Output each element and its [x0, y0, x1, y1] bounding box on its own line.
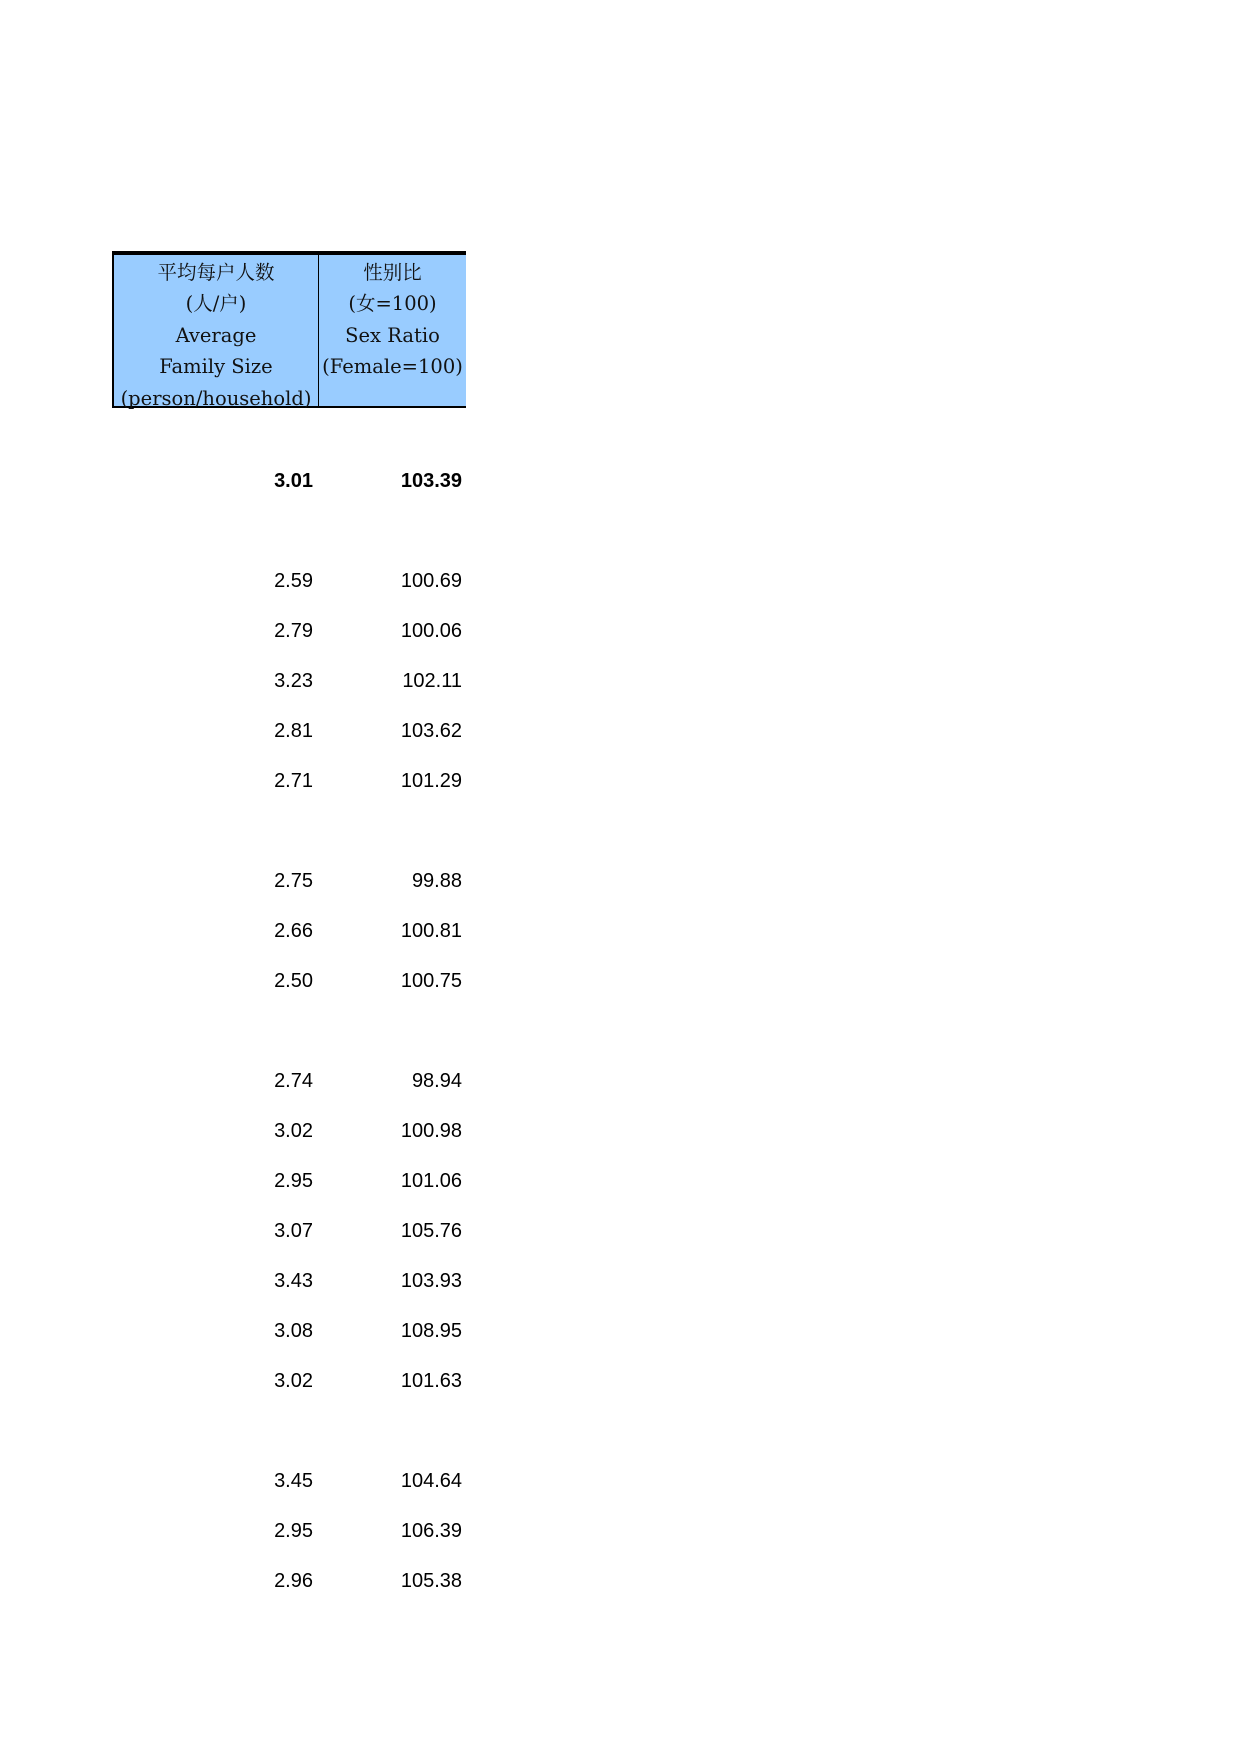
cell-family-size: 3.08	[274, 1320, 313, 1342]
cell-sex-ratio: 100.81	[400, 920, 462, 942]
cell-family-size: 2.81	[274, 720, 313, 742]
header-family-size	[114, 255, 319, 410]
header-family-size-zh: 平均每户人数	[157, 261, 275, 284]
table-row	[112, 1566, 466, 1596]
header-family-size-unit-en: (person/household)	[120, 386, 312, 410]
cell-sex-ratio: 103.62	[400, 720, 462, 742]
cell-sex-ratio: 100.06	[400, 620, 462, 642]
cell-sex-ratio: 100.75	[400, 970, 462, 992]
table-row	[112, 766, 466, 796]
header-sex-ratio	[319, 255, 466, 406]
table-row	[112, 1216, 466, 1246]
header-family-size-en-1: Average	[175, 323, 257, 347]
cell-family-size: 2.74	[274, 1070, 313, 1092]
table-row	[112, 1366, 466, 1396]
cell-family-size: 2.79	[274, 620, 313, 642]
cell-family-size: 2.96	[274, 1570, 313, 1592]
table-row	[112, 466, 466, 496]
header-sex-ratio-en: Sex Ratio	[345, 323, 440, 347]
table-row	[112, 566, 466, 596]
cell-sex-ratio: 102.11	[402, 670, 462, 692]
cell-family-size: 2.95	[274, 1520, 313, 1542]
cell-sex-ratio: 103.93	[400, 1270, 462, 1292]
cell-family-size: 2.75	[274, 870, 313, 892]
cell-sex-ratio: 101.06	[400, 1170, 462, 1192]
header-sex-ratio-zh: 性别比	[363, 261, 422, 284]
cell-sex-ratio: 101.63	[400, 1370, 462, 1392]
table-row	[112, 966, 466, 996]
cell-family-size: 2.71	[274, 770, 313, 792]
cell-sex-ratio: 104.64	[400, 1470, 462, 1492]
cell-sex-ratio: 105.38	[400, 1570, 462, 1592]
table-row	[112, 1466, 466, 1496]
table-row	[112, 716, 466, 746]
table-row	[112, 1316, 466, 1346]
cell-family-size: 2.59	[274, 570, 313, 592]
cell-family-size: 3.02	[274, 1370, 313, 1392]
cell-family-size: 2.66	[274, 920, 313, 942]
cell-family-size: 3.07	[274, 1220, 313, 1242]
table-row	[112, 1516, 466, 1546]
cell-sex-ratio: 101.29	[400, 770, 462, 792]
header-sex-ratio-unit-en: (Female=100)	[322, 355, 463, 379]
cell-sex-ratio: 99.88	[411, 870, 462, 892]
table-header	[112, 251, 466, 408]
cell-family-size: 2.95	[274, 1170, 313, 1192]
cell-family-size: 3.45	[274, 1470, 313, 1492]
table-row	[112, 1166, 466, 1196]
cell-sex-ratio: 108.95	[400, 1320, 462, 1342]
header-family-size-en-2: Family Size	[159, 355, 273, 379]
cell-sex-ratio: 105.76	[400, 1220, 462, 1242]
header-sex-ratio-unit-zh: (女=100)	[348, 292, 437, 316]
cell-family-size: 3.23	[274, 670, 313, 692]
cell-family-size: 2.50	[274, 970, 313, 992]
cell-family-size: 3.01	[274, 470, 313, 492]
table-row	[112, 616, 466, 646]
table-row	[112, 866, 466, 896]
cell-family-size: 3.02	[274, 1120, 313, 1142]
table-row	[112, 1266, 466, 1296]
cell-sex-ratio: 103.39	[400, 470, 462, 492]
table-row	[112, 1116, 466, 1146]
cell-sex-ratio: 98.94	[411, 1070, 462, 1092]
cell-sex-ratio: 106.39	[400, 1520, 462, 1542]
table-row	[112, 666, 466, 696]
table-row	[112, 916, 466, 946]
cell-sex-ratio: 100.98	[400, 1120, 462, 1142]
header-family-size-unit-zh: (人/户)	[185, 292, 247, 316]
table-row	[112, 1066, 466, 1096]
cell-family-size: 3.43	[274, 1270, 313, 1292]
cell-sex-ratio: 100.69	[400, 570, 462, 592]
